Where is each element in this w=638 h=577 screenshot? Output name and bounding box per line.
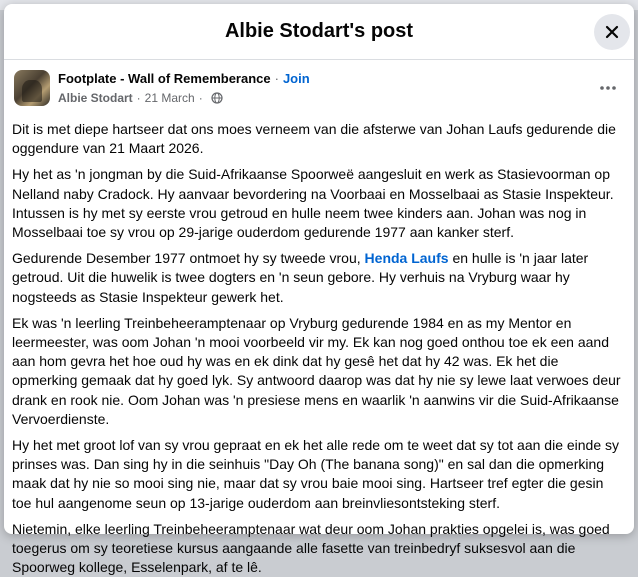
author-separator: · (136, 91, 141, 105)
more-options-button[interactable] (596, 78, 620, 98)
dialog-title: Albie Stodart's post (224, 20, 414, 42)
post-body (4, 120, 634, 577)
post-dialog (4, 4, 634, 576)
avatar-image (22, 80, 42, 102)
post-meta-line (58, 70, 310, 88)
post-date-link[interactable]: 21 March (144, 91, 195, 105)
globe-icon (211, 92, 223, 104)
paragraph-text: Gedurende Desember 1977 ontmoet hy sy tweede vrou, (12, 250, 365, 267)
group-avatar[interactable] (14, 70, 50, 106)
post-meta (58, 70, 310, 107)
post-author-line (58, 89, 310, 107)
mention-link[interactable]: Henda Laufs (364, 250, 449, 267)
dialog-header (4, 4, 634, 60)
post-paragraph (12, 249, 624, 307)
date-separator: · (198, 91, 203, 105)
more-options-icon (600, 86, 616, 90)
meta-separator: · (274, 71, 279, 86)
post-paragraph: Ek was 'n leerling Treinbeheeramptenaar op Vryburg gedurende 1984 en as my Mentor en leermeester, was oom Johan 'n mooi voorbeeld vir my. Ek kan nog goed onthou toe ek een aand aan hom gevra het hoe oud hy was en ek dink dat hy gesê het dat hy 42 was. Ek het die opmerking gemaak dat hy goed lyk. Sy antwoord daarop was dat hy nie sy lewe laat verwoes deur drank en rook nie. Oom Johan was 'n presiese mens en waarlik 'n aanwins vir die Suid-Afrikaanse Vervoerdienste. (12, 314, 621, 427)
post-paragraph: Nietemin, elke leerling Treinbeheeramptenaar wat deur oom Johan prakties opgelei is, was goed toegerus om sy teoretiese kursus aangaande alle fasette van treinbedryf suksesvol aan die Spoorweg kollege, Esselenpark, af te lê. (12, 520, 610, 576)
group-name-link[interactable]: Footplate - Wall of Rememberance (58, 71, 271, 86)
post-paragraph: Dit is met diepe hartseer dat ons moes verneem van die afsterwe van Johan Laufs gedurende die oggendure van 21 Maart 2026. (12, 121, 616, 157)
close-button[interactable] (594, 14, 630, 50)
close-icon (604, 24, 620, 40)
paragraph-text: en hulle is 'n jaar later getroud. Uit die huwelik is twee dogters en 'n seun gebore. Hy verhuis na Vryburg waar hy nogsteeds as Stasie Inspekteur gewerk het. (12, 250, 589, 305)
post-paragraph: Hy het met groot lof van sy vrou gepraat en ek het alle rede om te weet dat sy tot aan die einde sy prinses was. Dan sing hy in die seinhuis "Day Oh (The banana song)" en sal dan die opmerking maak dat hy nie so mooi sing nie, maar dat sy vrou baie mooi sing. Hartseer tref egter die gesin toe hul aangenome seun op 13-jarige ouderdom aan breinvliesontsteking sterf. (12, 437, 620, 511)
join-button[interactable]: Join (282, 71, 310, 86)
author-name-link[interactable]: Albie Stodart (58, 91, 133, 105)
post-paragraph: Hy het as 'n jongman by die Suid-Afrikaanse Spoorweë aangesluit en werk as Stasievoorman op Nelland naby Cradock. Hy aanvaar bevordering na Voorbaai en Mosselbaai as Stasie Inspekteur. Intussen is hy met sy eerste vrou getroud en hulle neem twee kinders aan. Johan was nog in Mosselbaai toe sy vrou op 29-jarige ouderdom gedurende 1977 aan kanker sterf. (12, 166, 614, 241)
post-header (4, 70, 634, 120)
